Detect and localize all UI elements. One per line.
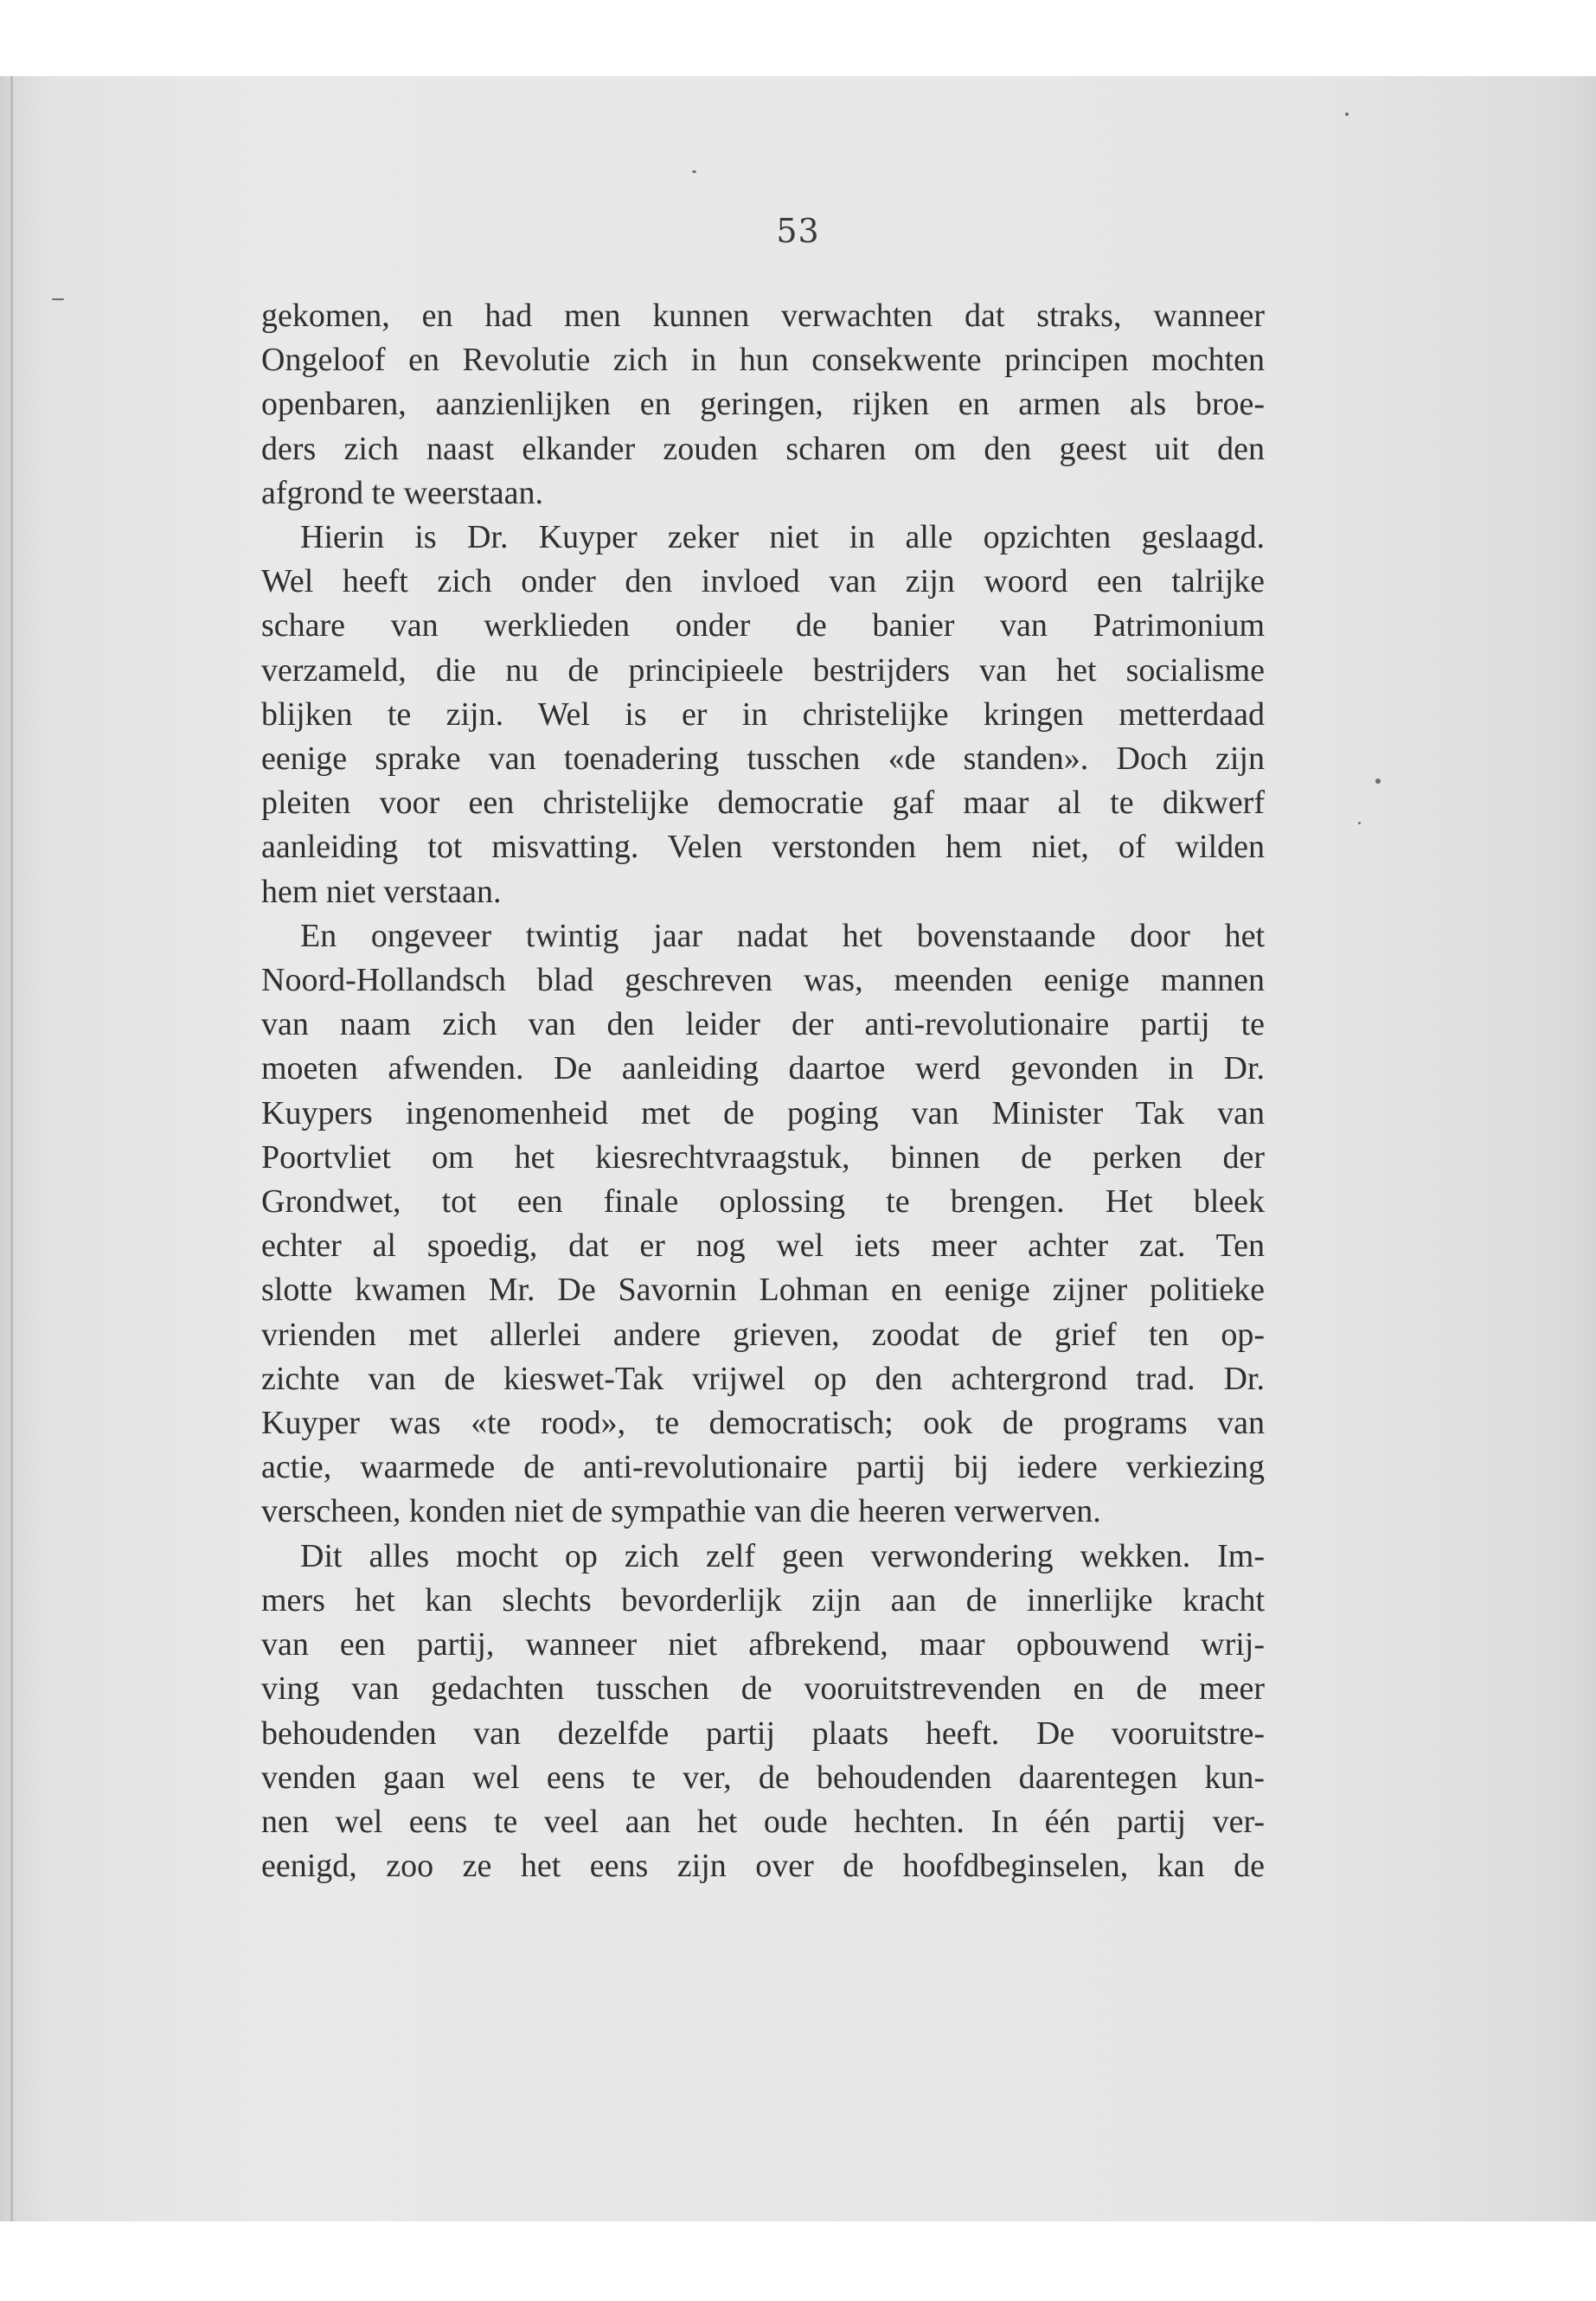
scan-speck <box>692 170 696 173</box>
text-line: afgrond te weerstaan. <box>261 474 544 511</box>
text-line: pleiten voor een christelijke democratie gaf maar al te dikwerf <box>261 785 1265 822</box>
text-line: ving van gedachten tusschen de vooruitstrevenden en de meer <box>261 1670 1265 1708</box>
text-line: moeten afwenden. De aanleiding daartoe werd gevonden in Dr. <box>261 1050 1265 1087</box>
text-line: verzameld, die nu de principieele bestrijders van het socialisme <box>261 651 1265 689</box>
page-number: 53 <box>776 212 820 250</box>
text-line: hem niet verstaan. <box>261 873 502 910</box>
scan-speck <box>1345 112 1349 116</box>
text-line: slotte kwamen Mr. De Savornin Lohman en eenige zijner politieke <box>261 1272 1265 1309</box>
text-line: Wel heeft zich onder den invloed van zijn woord een talrijke <box>261 563 1265 600</box>
text-line: Poortvliet om het kiesrechtvraagstuk, binnen de perken der <box>261 1138 1265 1176</box>
text-line: eenigd, zoo ze het eens zijn over de hoofdbeginselen, kan de <box>261 1848 1265 1885</box>
text-line: nen wel eens te veel aan het oude hechten. In één partij ver- <box>261 1803 1265 1840</box>
paragraph <box>261 516 1265 914</box>
text-line: vrienden met allerlei andere grieven, zoodat de grief ten op- <box>261 1316 1265 1353</box>
text-line: aanleiding tot misvatting. Velen verstonden hem niet, of wilden <box>261 829 1265 866</box>
paragraph <box>261 1535 1265 1889</box>
text-line: van een partij, wanneer niet afbrekend, maar opbouwend wrij- <box>261 1626 1265 1663</box>
text-line: Kuypers ingenomenheid met de poging van Minister Tak van <box>261 1094 1265 1131</box>
text-line: Noord-Hollandsch blad geschreven was, meenden eenige mannen <box>261 962 1265 999</box>
text-line: ders zich naast elkander zouden scharen om den geest uit den <box>261 430 1265 467</box>
paragraph <box>261 914 1265 1535</box>
text-line: van naam zich van den leider der anti-revolutionaire partij te <box>261 1006 1265 1043</box>
text-line: Hierin is Dr. Kuyper zeker niet in alle opzichten geslaagd. <box>300 519 1265 556</box>
scan-speck <box>1358 822 1361 824</box>
text-line: mers het kan slechts bevorderlijk zijn aan de innerlijke kracht <box>261 1581 1265 1618</box>
text-line: blijken te zijn. Wel is er in christelijke kringen metterdaad <box>261 695 1265 733</box>
text-line: schare van werklieden onder de banier van Patrimonium <box>261 607 1265 644</box>
text-line: openbaren, aanzienlijken en geringen, rijken en armen als broe- <box>261 386 1265 423</box>
scan-speck <box>52 298 64 300</box>
text-line: echter al spoedig, dat er nog wel iets meer achter zat. Ten <box>261 1227 1265 1265</box>
text-line: Dit alles mocht op zich zelf geen verwondering wekken. Im- <box>300 1537 1265 1574</box>
text-line: actie, waarmede de anti-revolutionaire partij bij iedere verkiezing <box>261 1449 1265 1486</box>
page-binding-edge <box>10 76 13 2221</box>
text-line: venden gaan wel eens te ver, de behoudenden daarentegen kun- <box>261 1759 1265 1796</box>
scan-speck <box>1375 779 1381 784</box>
text-line: Ongeloof en Revolutie zich in hun consekwente principen mochten <box>261 342 1265 379</box>
bottom-margin <box>0 2221 1596 2301</box>
text-line: gekomen, en had men kunnen verwachten dat straks, wanneer <box>261 298 1265 334</box>
top-margin <box>0 0 1596 76</box>
text-line: zichte van de kieswet-Tak vrijwel op den achtergrond trad. Dr. <box>261 1360 1265 1397</box>
text-line: eenige sprake van toenadering tusschen «de standen». Doch zijn <box>261 740 1265 778</box>
text-line: En ongeveer twintig jaar nadat het bovenstaande door het <box>300 917 1265 954</box>
text-line: Kuyper was «te rood», te democratisch; ook de programs van <box>261 1405 1265 1442</box>
paragraph <box>261 294 1265 516</box>
body-text <box>261 294 1265 1888</box>
text-line: Grondwet, tot een finale oplossing te brengen. Het bleek <box>261 1183 1265 1221</box>
text-line: behoudenden van dezelfde partij plaats heeft. De vooruitstre- <box>261 1715 1265 1752</box>
text-line: verscheen, konden niet de sympathie van die heeren verwerven. <box>261 1493 1101 1530</box>
